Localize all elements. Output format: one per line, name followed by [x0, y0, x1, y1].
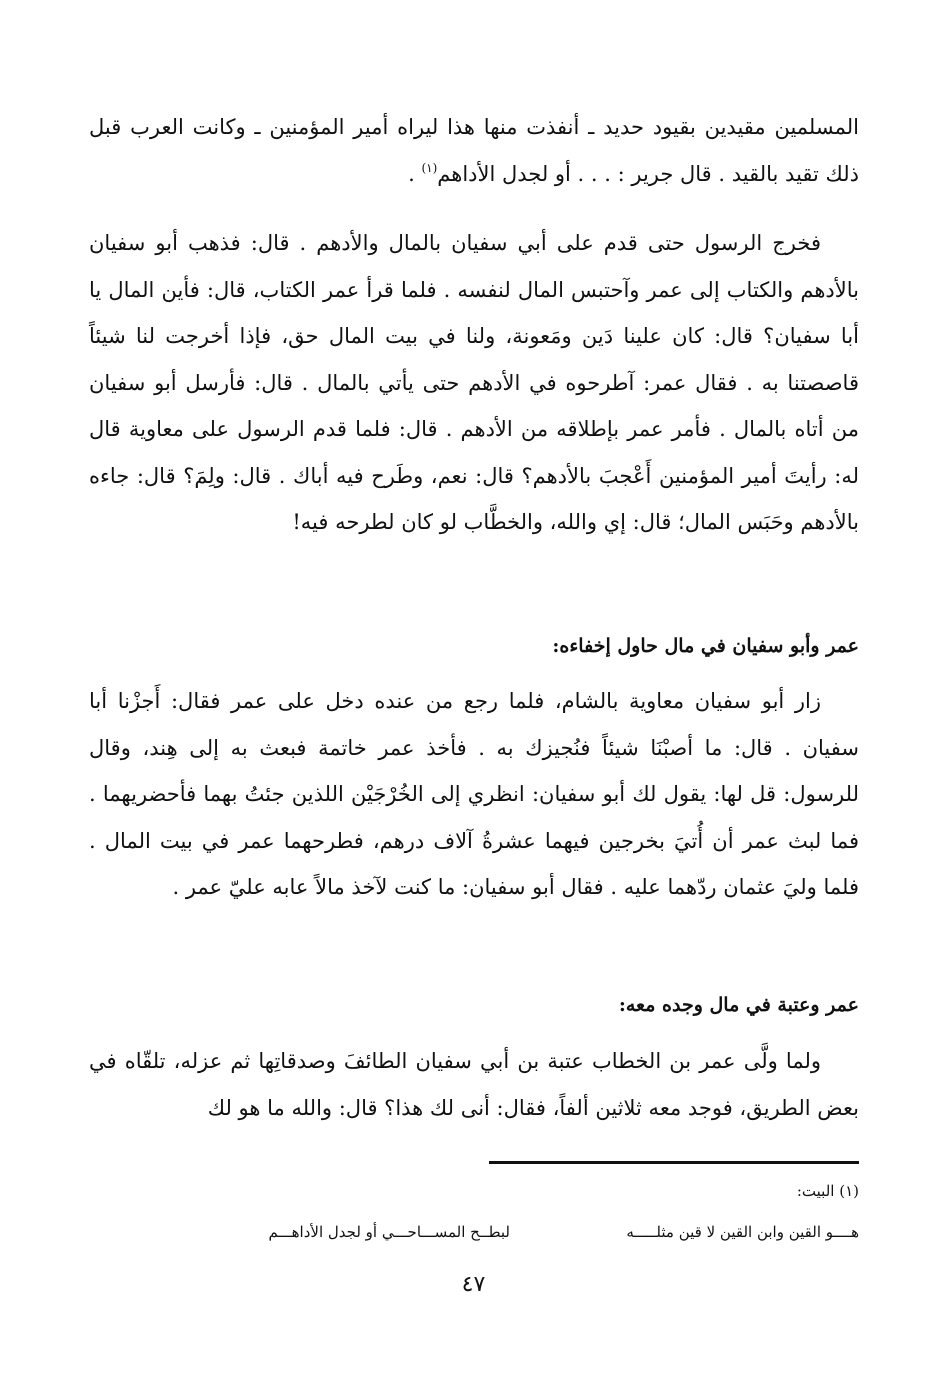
footnote-verse-first-hemistich: هــــو القين وابن القين لا قين مثلـــــه — [626, 1223, 859, 1241]
footnote-label: (١) البيت: — [796, 1182, 859, 1200]
abu-sufyan-paragraph-text: زار أبو سفيان معاوية بالشام، فلما رجع من عنده دخل على عمر فقال: أَجزْنا أبا سفيان . قال: ما أصبْنَا شيئاً فنُجيزك به . فأخذ عمر خاتمة فبعث به إلى هِند، وقال للرسول: قل لها: يقول لك أبو سفيان: انظري إلى الخُرْجَيْن اللذين جئتُ بهما فأحضريهما . فما لبث عمر أن أُتيَ بخرجين فيهما عشرةُ آلاف درهم، فطرحهما عمر في بيت المال . فلما وليَ عثمان ردّهما عليه . فقال أبو سفيان: ما كنت لآخذ مالاً عابه عليّ عمر . — [89, 689, 859, 899]
intro-paragraph — [89, 104, 859, 197]
section-heading-utbah: عمر وعتبة في مال وجده معه: — [618, 994, 859, 1016]
page-number: ٤٧ — [461, 1272, 486, 1297]
intro-paragraph-tail: . — [408, 161, 422, 186]
intro-paragraph-text: المسلمين مقيدين بقيود حديد ـ أنفذت منها هذا ليراه أمير المؤمنين ـ وكانت العرب قبل ذلك تقيد بالقيد . قال جرير : . . . أو لجدل الأداهم — [89, 115, 859, 186]
footnote-verse-second-hemistich: لبطــح المســـاحـــي أو لجدل الأداهـــم — [268, 1223, 510, 1241]
messenger-paragraph — [89, 220, 859, 546]
messenger-paragraph-text: فخرج الرسول حتى قدم على أبي سفيان بالمال والأدهم . قال: فذهب أبو سفيان بالأدهم والكتاب إلى عمر وآحتبس المال لنفسه . فلما قرأ عمر الكتاب، قال: فأين المال يا أبا سفيان؟ قال: كان علينا دَين ومَعونة، ولنا في بيت المال حق، فإذا أخرجت لنا شيئاً قاصصتنا به . فقال عمر: آطرحوه في الأدهم حتى يأتي بالمال . قال: فأرسل أبو سفيان من أتاه بالمال . فأمر عمر بإطلاقه من الأدهم . قال: فلما قدم الرسول على معاوية قال له: رأيتَ أمير المؤمنين أَعْجبَ بالأدهم؟ قال: نعم، وطَرح فيه أباك . قال: ولِمَ؟ قال: جاءه بالأدهم وحَبَس المال؛ قال: إي والله، والخطَّاب لو كان لطرحه فيه! — [89, 231, 859, 534]
footnote-marker: (١) — [421, 160, 438, 175]
footnote-divider — [489, 1161, 859, 1164]
abu-sufyan-paragraph — [89, 678, 859, 911]
section-heading-abu-sufyan: عمر وأبو سفيان في مال حاول إخفاءه: — [552, 635, 859, 657]
utbah-paragraph — [89, 1038, 859, 1131]
utbah-paragraph-text: ولما ولَّى عمر بن الخطاب عتبة بن أبي سفيان الطائفَ وصدقاتِها ثم عزله، تلقّاه في بعض الطريق، فوجد معه ثلاثين ألفاً، فقال: أنى لك هذا؟ قال: والله ما هو لك — [89, 1049, 859, 1120]
